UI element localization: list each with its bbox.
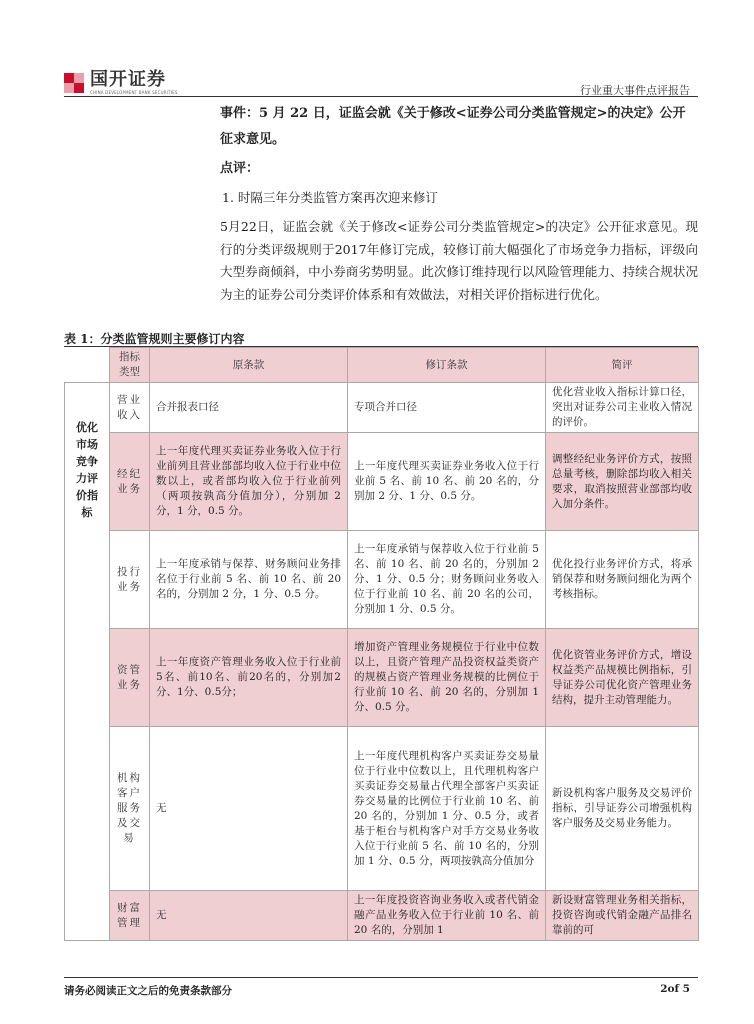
indicator-cell: 机构客户服务及交易 xyxy=(110,727,150,891)
revision-table xyxy=(64,347,699,941)
header-divider xyxy=(64,96,698,97)
table-row xyxy=(65,531,699,629)
revised-cell: 上一年度代理机构客户买卖证券交易量位于行业中位数以上，且代理机构客户买卖证券交易量占代理全部客户买卖证券交易量的比例位于行业前 10 名、前 20 名的，分别加 1 分、0.5 分，或者基于柜台与机构客户对手方交易业务收入位于行业前 5 名、前 10 名的，分别加 1 分、0.5 分，两项按孰高分值加分 xyxy=(348,727,546,891)
table-row xyxy=(65,891,699,941)
original-cell: 合并报表口径 xyxy=(150,383,348,433)
header-cell: 指标类型 xyxy=(110,348,150,383)
comment-cell: 优化投行业务评价方式，将承销保荐和财务顾问细化为两个考核指标。 xyxy=(546,531,699,629)
revised-cell: 上一年度代理买卖证券业务收入位于行业前 5 名、前 10 名、前 20 名的，分别加 2 分、1 分、0.5 分。 xyxy=(348,433,546,531)
table-row xyxy=(65,727,699,891)
page-number: 2of 5 xyxy=(660,983,690,995)
comment-cell: 调整经纪业务评价方式，按照总量考核，删除部均收入相关要求，取消按照营业部部均收入加分条件。 xyxy=(546,433,699,531)
footer-divider xyxy=(64,977,698,978)
indicator-cell: 资管业务 xyxy=(110,629,150,727)
table-header-row xyxy=(65,348,699,383)
comment-cell: 优化营业收入指标计算口径，突出对证券公司主业收入情况的评价。 xyxy=(546,383,699,433)
revised-cell: 增加资产管理业务规模位于行业中位数以上，且资产管理产品投资权益类资产的规模占资产管理业务规模的比例位于行业前 10 名、前 20 名的，分别加 1 分、0.5 分。 xyxy=(348,629,546,727)
comment-cell: 新设机构客户服务及交易评价指标，引导证券公司增强机构客户服务及交易业务能力。 xyxy=(546,727,699,891)
header-cell: 简评 xyxy=(546,348,699,383)
comment-label: 点评： xyxy=(220,161,260,176)
original-cell: 无 xyxy=(150,891,348,941)
original-cell: 上一年度代理买卖证券业务收入位于行业前列且营业部部均收入位于行业中位数以上，或者部均收入位于行业前列（两项按孰高分值加分），分别加 2 分，1 分，0.5 分。 xyxy=(150,433,348,531)
indicator-cell: 财富管理 xyxy=(110,891,150,941)
section-title: 1. 时隔三年分类监管方案再次迎来修订 xyxy=(222,190,438,205)
comment-cell: 新设财富管理业务相关指标，投资咨询或代销金融产品排名靠前的可 xyxy=(546,891,699,941)
indicator-cell: 投行业务 xyxy=(110,531,150,629)
header-cell xyxy=(65,348,110,383)
logo-name: 国开证券 xyxy=(90,69,166,90)
category-cell: 优化市场竞争力评价指标 xyxy=(65,383,110,941)
event-statement: 事件：5 月 22 日，证监会就《关于修改<证券公司分类监管规定>的决定》公开征求意见。 xyxy=(220,106,686,147)
original-cell: 上一年度资产管理业务收入位于行业前5名、前10名、前20名的，分别加2分、1分、0.5分； xyxy=(150,629,348,727)
footer-disclaimer: 请务必阅读正文之后的免责条款部分 xyxy=(64,985,232,997)
table-row xyxy=(65,383,699,433)
table-row xyxy=(65,629,699,727)
revised-cell: 上一年度承销与保荐收入位于行业前 5 名、前 10 名、前 20 名的，分别加 2 分、1 分、0.5 分；财务顾问业务收入位于行业前 10 名、前 20 名的公司，分别加 1 分、0.5 分。 xyxy=(348,531,546,629)
header-cell: 修订条款 xyxy=(348,348,546,383)
table-row xyxy=(65,433,699,531)
header-cell: 原条款 xyxy=(150,348,348,383)
original-cell: 无 xyxy=(150,727,348,891)
comment-cell: 优化资管业务评价方式，增设权益类产品规模比例指标，引导证券公司优化资产管理业务结构，提升主动管理能力。 xyxy=(546,629,699,727)
table-title: 表 1：分类监管规则主要修订内容 xyxy=(64,332,245,346)
logo-english: CHINA DEVELOPMENT BANK SECURITIES xyxy=(90,90,178,95)
report-type: 行业重大事件点评报告 xyxy=(580,84,690,97)
company-logo xyxy=(64,70,178,95)
revised-cell: 上一年度投资咨询业务收入或者代销金融产品业务收入位于行业前 10 名、前 20 名的，分别加 1 xyxy=(348,891,546,941)
body-paragraph: 5月22日，证监会就《关于修改<证券公司分类监管规定>的决定》公开征求意见。现行的分类评级规则于2017年修订完成，较修订前大幅强化了市场竞争力指标，评级向大型券商倾斜，中小券商劣势明显。此次修订维持现行以风险管理能力、持续合规状况为主的证券公司分类评价体系和有效做法，对相关评价指标进行优化。 xyxy=(220,219,698,302)
indicator-cell: 营业收入 xyxy=(110,383,150,433)
indicator-cell: 经纪业务 xyxy=(110,433,150,531)
logo-mark-icon xyxy=(64,73,84,93)
revised-cell: 专项合并口径 xyxy=(348,383,546,433)
original-cell: 上一年度承销与保荐、财务顾问业务排名位于行业前 5 名、前 10 名、前 20 名的，分别加 2 分，1 分、0.5 分。 xyxy=(150,531,348,629)
